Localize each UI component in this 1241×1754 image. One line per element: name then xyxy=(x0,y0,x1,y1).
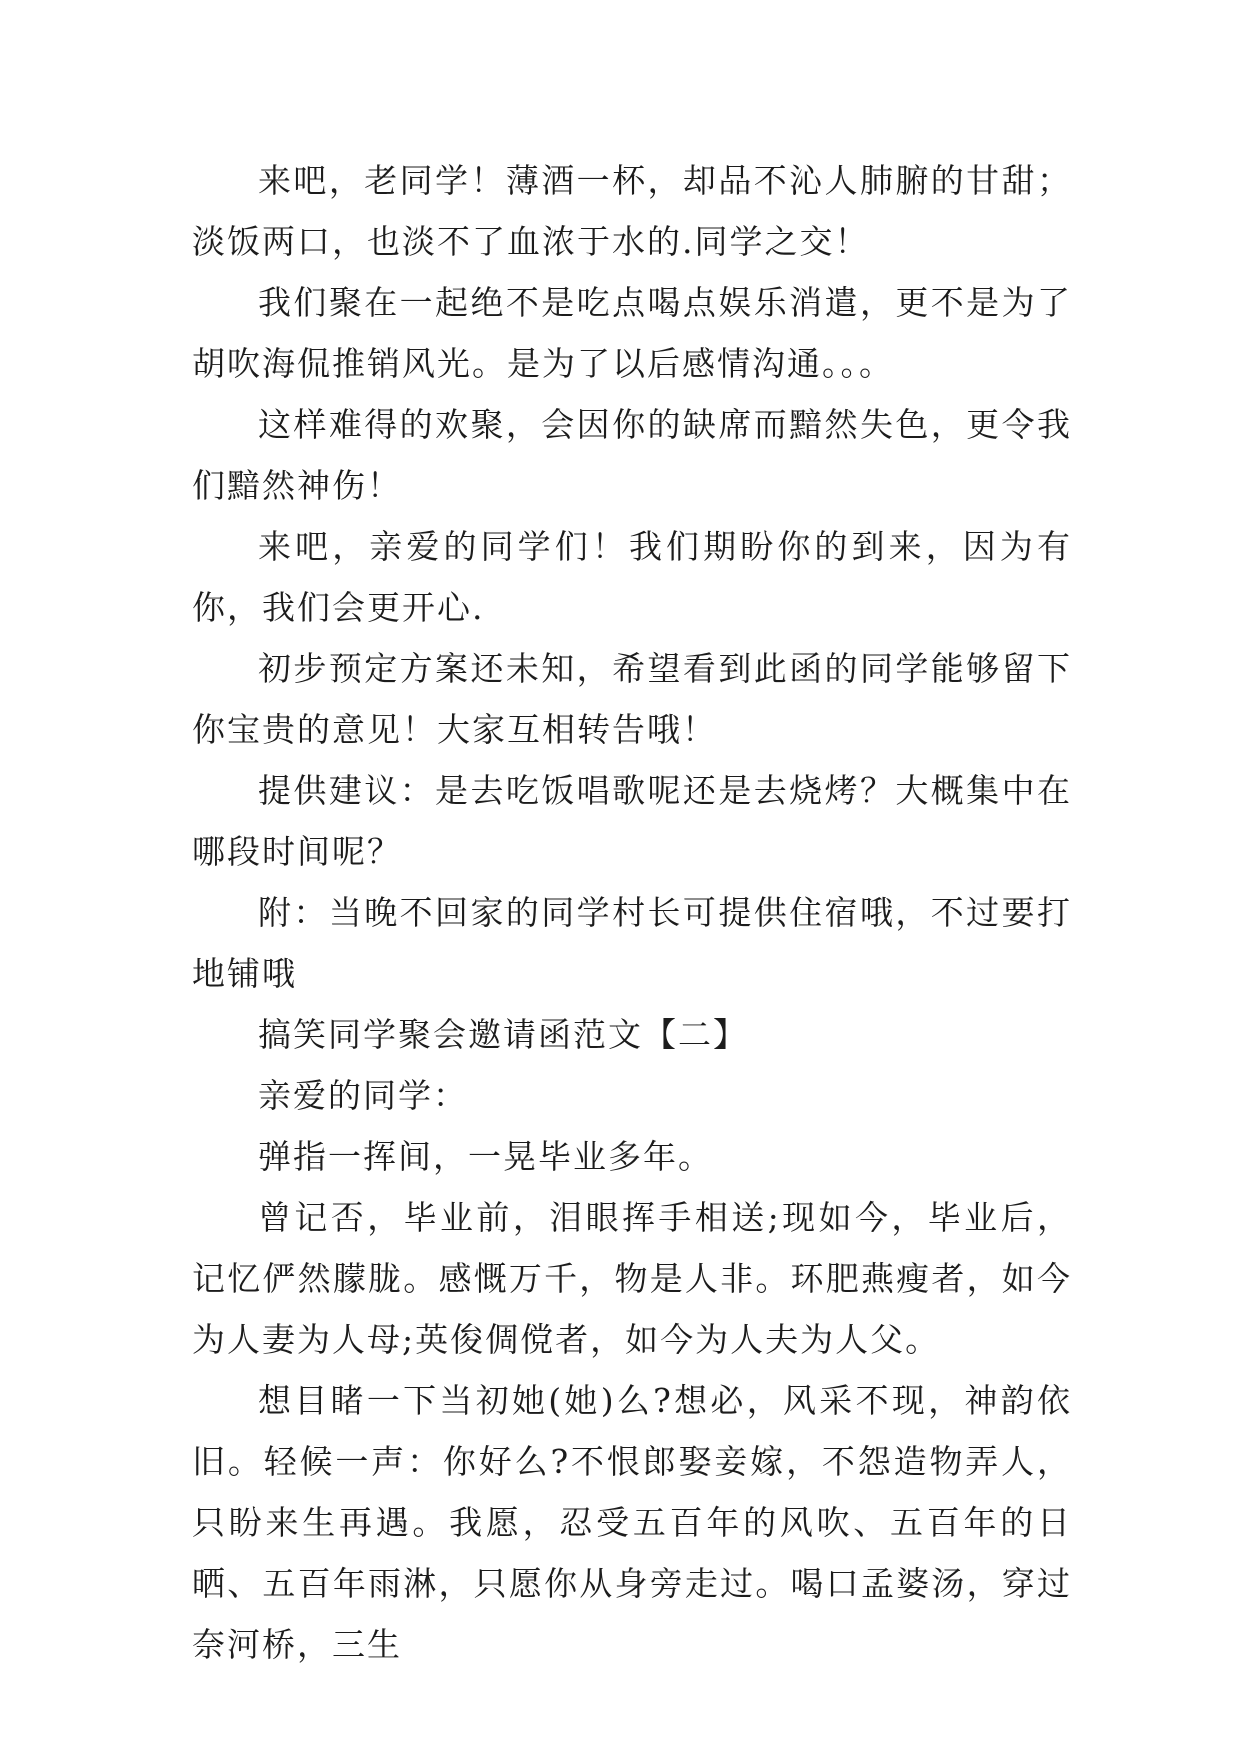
document-body xyxy=(192,150,1072,1675)
paragraph: 来吧，亲爱的同学们！我们期盼你的到来，因为有你，我们会更开心. xyxy=(192,527,1072,627)
salutation: 亲爱的同学： xyxy=(258,1076,468,1115)
paragraph: 弹指一挥间，一晃毕业多年。 xyxy=(258,1137,713,1176)
paragraph: 来吧，老同学！薄酒一杯，却品不沁人肺腑的甘甜；淡饭两口，也淡不了血浓于水的.同学之交！ xyxy=(192,161,1072,261)
paragraph: 曾记否，毕业前，泪眼挥手相送;现如今，毕业后，记忆俨然朦胧。感慨万千，物是人非。环肥燕瘦者，如今为人妻为人母;英俊倜傥者，如今为人夫为人父。 xyxy=(192,1198,1072,1359)
paragraph: 想目睹一下当初她(她)么?想必，风采不现，神韵依旧。轻候一声：你好么?不恨郎娶妾嫁，不怨造物弄人，只盼来生再遇。我愿，忍受五百年的风吹、五百年的日晒、五百年雨淋，只愿你从身旁走过。喝口孟婆汤，穿过奈河桥，三生 xyxy=(192,1381,1072,1664)
paragraph: 这样难得的欢聚，会因你的缺席而黯然失色，更令我们黯然神伤！ xyxy=(192,405,1072,505)
paragraph: 附：当晚不回家的同学村长可提供住宿哦，不过要打地铺哦 xyxy=(192,893,1072,993)
paragraph: 我们聚在一起绝不是吃点喝点娱乐消遣，更不是为了胡吹海侃推销风光。是为了以后感情沟通。。。 xyxy=(192,283,1072,383)
section-heading: 搞笑同学聚会邀请函范文【二】 xyxy=(258,1015,748,1054)
paragraph: 初步预定方案还未知，希望看到此函的同学能够留下你宝贵的意见！大家互相转告哦！ xyxy=(192,649,1072,749)
paragraph: 提供建议：是去吃饭唱歌呢还是去烧烤？大概集中在哪段时间呢？ xyxy=(192,771,1072,871)
